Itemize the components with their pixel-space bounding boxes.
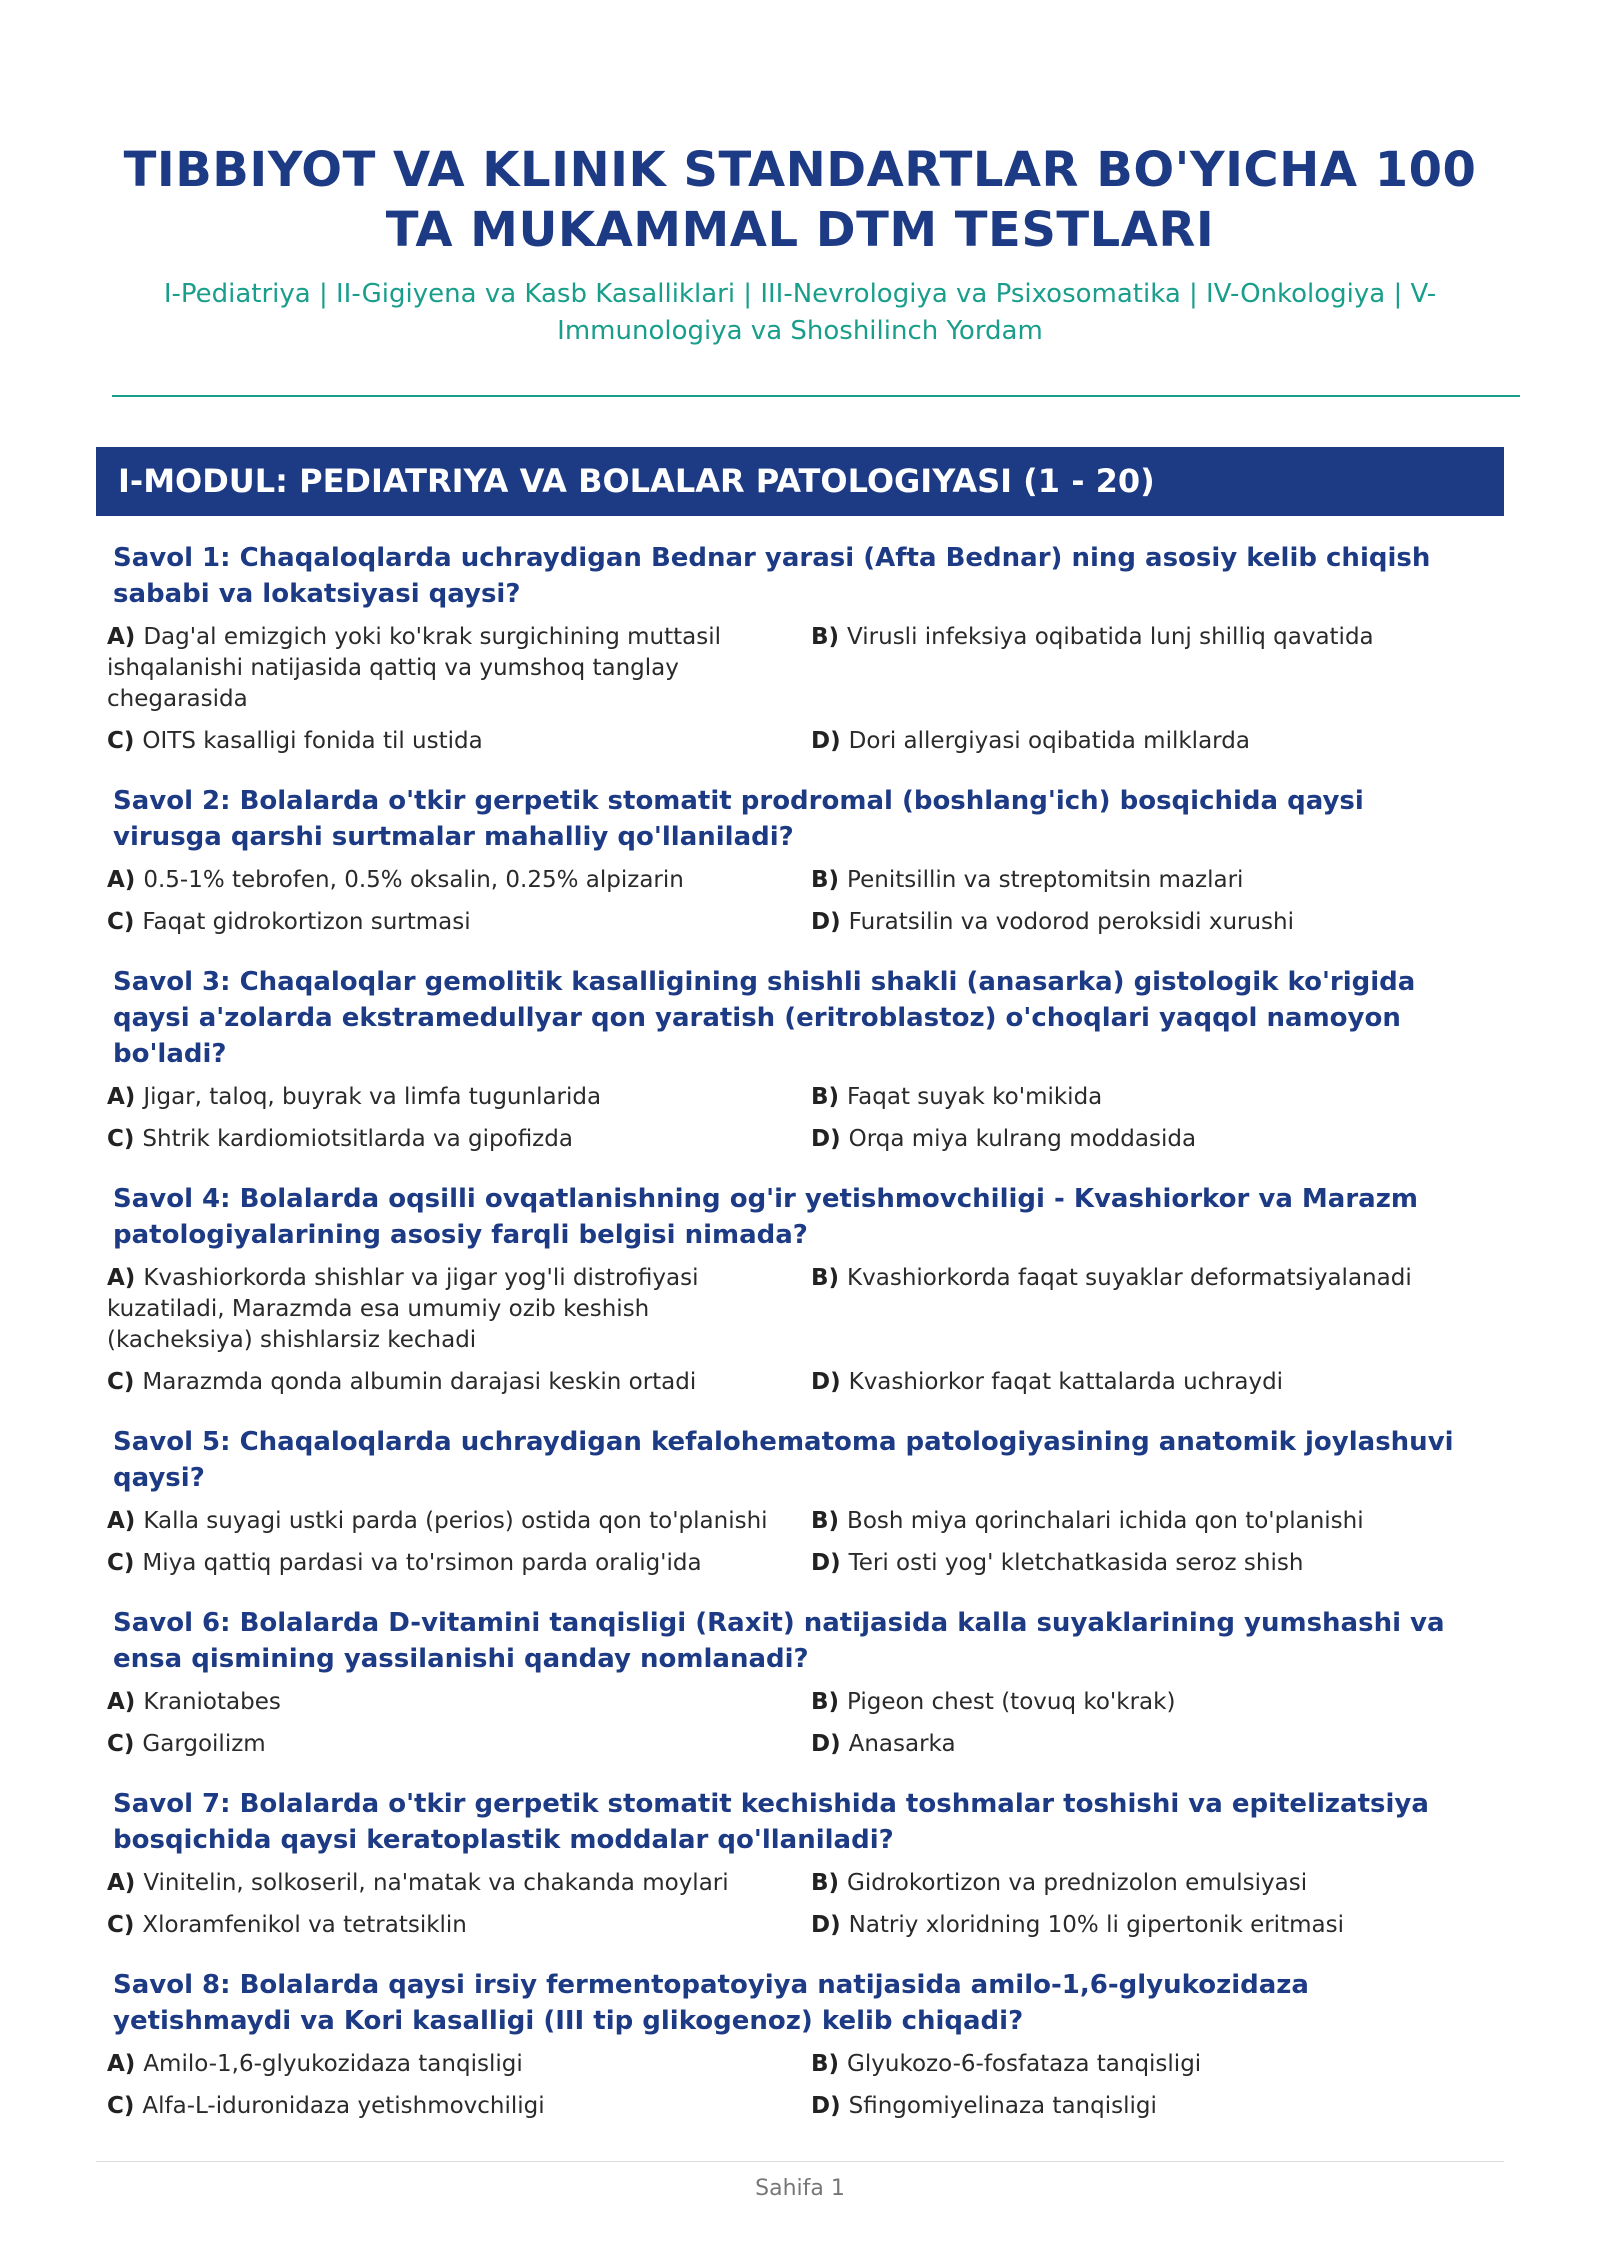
option-text: Sfingomiyelinaza tanqisligi xyxy=(848,2093,1157,2119)
question-block xyxy=(107,1605,1497,1760)
answer-option xyxy=(107,1082,811,1113)
answer-option xyxy=(107,1868,811,1899)
option-text: Glyukozo-6-fosfataza tanqisligi xyxy=(847,2051,1202,2077)
answer-option xyxy=(811,1124,1497,1155)
option-letter: C) xyxy=(107,1369,135,1395)
option-text: Kvashiorkor faqat kattalarda uchraydi xyxy=(848,1369,1284,1395)
option-text: Anasarka xyxy=(848,1731,956,1757)
answer-option xyxy=(107,1124,811,1155)
answer-option xyxy=(107,865,811,896)
option-text: Amilo-1,6-glyukozidaza tanqisligi xyxy=(143,2051,523,2077)
option-text: Jigar, taloq, buyrak va limfa tugunlarida xyxy=(143,1084,602,1110)
option-letter: A) xyxy=(107,1508,136,1534)
question-text: Savol 1: Chaqaloqlarda uchraydigan Bednar yarasi (Afta Bednar) ning asosiy kelib chiqish sababi va lokatsiyasi qaysi? xyxy=(113,543,1431,609)
title-divider xyxy=(112,395,1520,397)
answer-options xyxy=(107,2049,1497,2122)
option-letter: C) xyxy=(107,909,135,935)
option-text: Orqa miya kulrang moddasida xyxy=(848,1126,1197,1152)
option-letter: A) xyxy=(107,1689,136,1715)
question-block xyxy=(107,1786,1497,1941)
option-text: 0.5-1% tebrofen, 0.5% oksalin, 0.25% alpizarin xyxy=(143,867,684,893)
answer-option xyxy=(107,1548,811,1579)
answer-option xyxy=(107,2049,811,2080)
answer-options xyxy=(107,1506,1497,1579)
question-spacer xyxy=(107,1941,1497,1967)
answer-option xyxy=(107,1687,811,1718)
option-letter: D) xyxy=(811,1912,841,1938)
option-letter: A) xyxy=(107,2051,136,2077)
option-letter: C) xyxy=(107,1912,135,1938)
option-letter: D) xyxy=(811,1550,841,1576)
answer-option xyxy=(811,2091,1497,2122)
option-text: Marazmda qonda albumin darajasi keskin ortadi xyxy=(142,1369,697,1395)
question-spacer xyxy=(107,938,1497,964)
answer-option xyxy=(811,622,1497,715)
question-block xyxy=(107,783,1497,938)
option-letter: B) xyxy=(811,2051,840,2077)
answer-options xyxy=(107,1687,1497,1760)
option-letter: B) xyxy=(811,1508,840,1534)
question-list xyxy=(107,540,1497,2122)
question-text: Savol 6: Bolalarda D-vitamini tanqisligi (Raxit) natijasida kalla suyaklarining yumshashi va ensa qismining yassilanishi qanday nomlanadi? xyxy=(113,1608,1445,1674)
option-text: Gidrokortizon va prednizolon emulsiyasi xyxy=(847,1870,1308,1896)
option-letter: D) xyxy=(811,728,841,754)
answer-option xyxy=(811,2049,1497,2080)
answer-option xyxy=(107,622,811,715)
question-text: Savol 5: Chaqaloqlarda uchraydigan kefalohematoma patologiyasining anatomik joylashuvi qaysi? xyxy=(113,1427,1454,1493)
option-text: Gargoilizm xyxy=(142,1731,266,1757)
answer-option xyxy=(811,726,1497,757)
answer-option xyxy=(811,865,1497,896)
answer-option xyxy=(811,1367,1497,1398)
question-spacer xyxy=(107,1760,1497,1786)
option-letter: A) xyxy=(107,1870,136,1896)
answer-option xyxy=(107,2091,811,2122)
question-text: Savol 3: Chaqaloqlar gemolitik kasalligining shishli shakli (anasarka) gistologik ko'rigida qaysi a'zolarda ekstramedullyar qon yaratish (eritroblastoz) o'choqlari yaqqol namoyon bo'ladi? xyxy=(113,967,1416,1069)
answer-option xyxy=(811,1868,1497,1899)
option-letter: D) xyxy=(811,909,841,935)
question-block xyxy=(107,1967,1497,2122)
option-text: Virusli infeksiya oqibatida lunj shilliq qavatida xyxy=(847,624,1374,650)
option-letter: C) xyxy=(107,1550,135,1576)
footer-divider xyxy=(96,2161,1504,2162)
question-text: Savol 2: Bolalarda o'tkir gerpetik stomatit prodromal (boshlang'ich) bosqichida qaysi virusga qarshi surtmalar mahalliy qo'llaniladi? xyxy=(113,786,1364,852)
option-letter: B) xyxy=(811,1265,840,1291)
option-letter: D) xyxy=(811,1369,841,1395)
answer-option xyxy=(107,726,811,757)
question-block xyxy=(107,540,1497,757)
answer-option xyxy=(107,1506,811,1537)
option-text: Furatsilin va vodorod peroksidi xurushi xyxy=(848,909,1295,935)
option-text: Kraniotabes xyxy=(143,1689,281,1715)
question-spacer xyxy=(107,1579,1497,1605)
module-header: I-MODUL: PEDIATRIYA VA BOLALAR PATOLOGIYASI (1 - 20) xyxy=(96,447,1504,516)
option-letter: C) xyxy=(107,728,135,754)
answer-option xyxy=(811,1263,1497,1356)
answer-options xyxy=(107,1082,1497,1155)
answer-option xyxy=(811,1506,1497,1537)
option-text: Dori allergiyasi oqibatida milklarda xyxy=(848,728,1250,754)
answer-option xyxy=(107,1910,811,1941)
question-block xyxy=(107,1181,1497,1398)
option-letter: C) xyxy=(107,2093,135,2119)
option-text: Natriy xloridning 10% li gipertonik eritmasi xyxy=(848,1912,1344,1938)
option-text: Faqat suyak ko'mikida xyxy=(847,1084,1103,1110)
option-text: Dag'al emizgich yoki ko'krak surgichining muttasil ishqalanishi natijasida qattiq va yumshoq tanglay chegarasida xyxy=(107,624,722,712)
option-letter: C) xyxy=(107,1126,135,1152)
question-block xyxy=(107,964,1497,1155)
option-text: Kvashiorkorda faqat suyaklar deformatsiyalanadi xyxy=(847,1265,1412,1291)
option-text: Kvashiorkorda shishlar va jigar yog'li distrofiyasi kuzatiladi, Marazmda esa umumiy ozib keshish (kacheksiya) shishlarsiz kechadi xyxy=(107,1265,699,1353)
option-letter: A) xyxy=(107,1084,136,1110)
option-text: Alfa-L-iduronidaza yetishmovchiligi xyxy=(142,2093,545,2119)
question-spacer xyxy=(107,757,1497,783)
answer-option xyxy=(811,1548,1497,1579)
option-letter: A) xyxy=(107,624,136,650)
answer-option xyxy=(107,1263,811,1356)
answer-options xyxy=(107,622,1497,757)
option-letter: B) xyxy=(811,1689,840,1715)
question-spacer xyxy=(107,1155,1497,1181)
option-letter: C) xyxy=(107,1731,135,1757)
document-title: TIBBIYOT VA KLINIK STANDARTLAR BO'YICHA 100 TA MUKAMMAL DTM TESTLARI xyxy=(123,142,1477,258)
option-text: Shtrik kardiomiotsitlarda va gipofizda xyxy=(142,1126,573,1152)
option-text: Xloramfenikol va tetratsiklin xyxy=(142,1912,467,1938)
answer-option xyxy=(107,1367,811,1398)
document-subtitle: I-Pediatriya | II-Gigiyena va Kasb Kasalliklari | III-Nevrologiya va Psixosomatika | IV-Onkologiya | V-Immunologiya va Shoshilinch Yordam xyxy=(163,279,1437,346)
answer-option xyxy=(811,907,1497,938)
answer-options xyxy=(107,1263,1497,1398)
option-text: Bosh miya qorinchalari ichida qon to'planishi xyxy=(847,1508,1364,1534)
option-letter: B) xyxy=(811,1870,840,1896)
option-letter: D) xyxy=(811,1126,841,1152)
option-letter: B) xyxy=(811,867,840,893)
answer-options xyxy=(107,865,1497,938)
option-letter: A) xyxy=(107,1265,136,1291)
question-text: Savol 4: Bolalarda oqsilli ovqatlanishning og'ir yetishmovchiligi - Kvashiorkor va Marazm patologiyalarining asosiy farqli belgisi nimada? xyxy=(113,1184,1418,1250)
option-letter: D) xyxy=(811,2093,841,2119)
option-text: OITS kasalligi fonida til ustida xyxy=(142,728,483,754)
question-text: Savol 8: Bolalarda qaysi irsiy fermentopatoyiya natijasida amilo-1,6-glyukozidaza yetishmaydi va Kori kasalligi (III tip glikogenoz) kelib chiqadi? xyxy=(113,1970,1309,2036)
option-text: Penitsillin va streptomitsin mazlari xyxy=(847,867,1244,893)
option-text: Miya qattiq pardasi va to'rsimon parda oralig'ida xyxy=(142,1550,702,1576)
option-text: Teri osti yog' kletchatkasida seroz shish xyxy=(848,1550,1304,1576)
answer-options xyxy=(107,1868,1497,1941)
answer-option xyxy=(811,1729,1497,1760)
option-letter: A) xyxy=(107,867,136,893)
page-number: Sahifa 1 xyxy=(755,2176,845,2201)
option-letter: B) xyxy=(811,1084,840,1110)
answer-option xyxy=(107,1729,811,1760)
question-text: Savol 7: Bolalarda o'tkir gerpetik stomatit kechishida toshmalar toshishi va epitelizatsiya bosqichida qaysi keratoplastik moddalar qo'llaniladi? xyxy=(113,1789,1429,1855)
option-text: Faqat gidrokortizon surtmasi xyxy=(142,909,471,935)
option-text: Kalla suyagi ustki parda (perios) ostida qon to'planishi xyxy=(143,1508,768,1534)
question-spacer xyxy=(107,1398,1497,1424)
answer-option xyxy=(107,907,811,938)
answer-option xyxy=(811,1082,1497,1113)
option-letter: D) xyxy=(811,1731,841,1757)
answer-option xyxy=(811,1687,1497,1718)
answer-option xyxy=(811,1910,1497,1941)
option-text: Pigeon chest (tovuq ko'krak) xyxy=(847,1689,1176,1715)
option-letter: B) xyxy=(811,624,840,650)
option-text: Vinitelin, solkoseril, na'matak va chakanda moylari xyxy=(143,1870,729,1896)
question-block xyxy=(107,1424,1497,1579)
